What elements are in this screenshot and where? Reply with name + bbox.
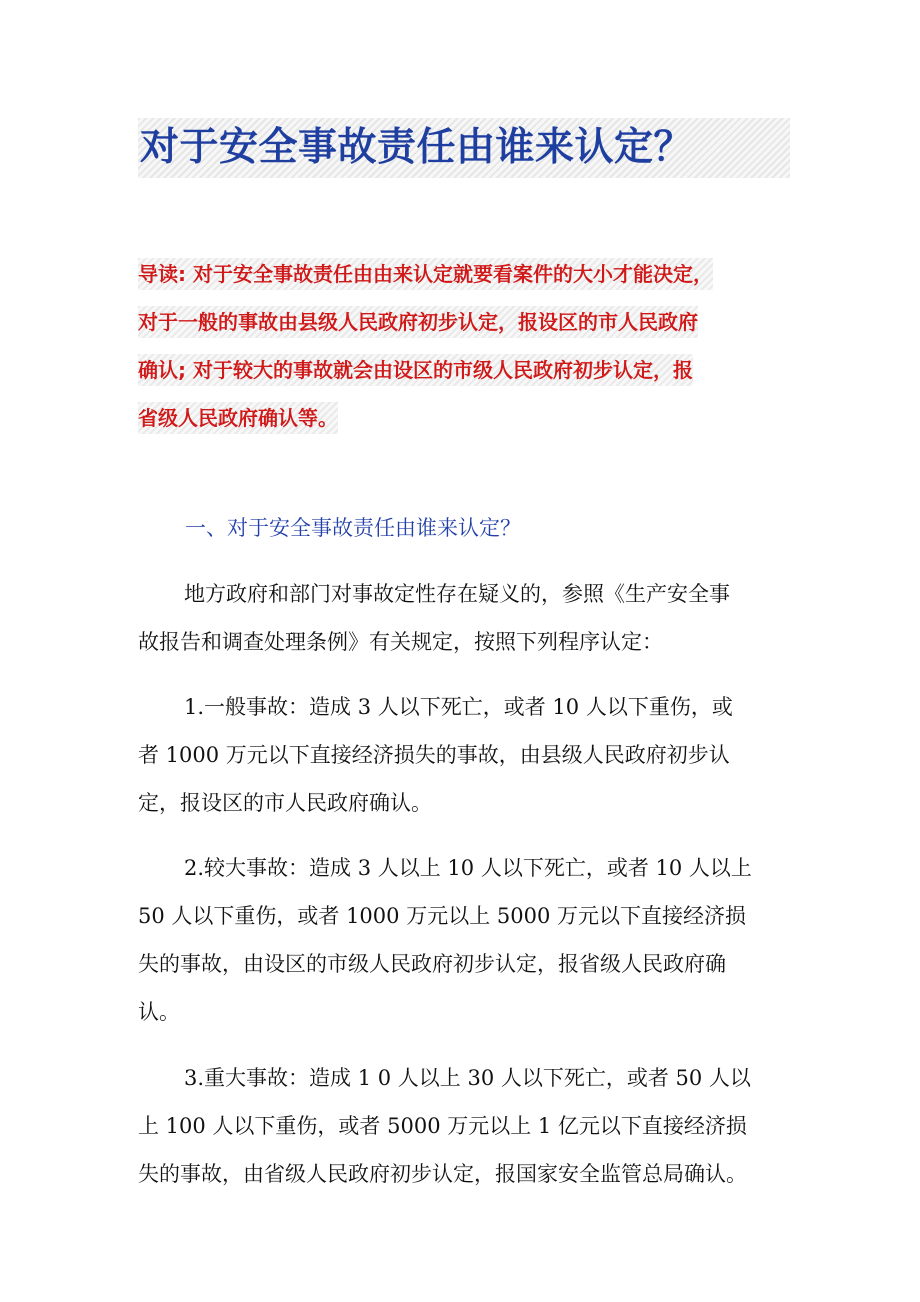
lead-line: 对于一般的事故由县级人民政府初步认定，报设区的市人民政府 — [138, 302, 798, 350]
paragraph-line: 失的事故，由省级人民政府初步认定，报国家安全监管总局确认。 — [138, 1162, 747, 1186]
paragraph-line: 认。 — [138, 1000, 180, 1024]
paragraph-line: 失的事故，由设区的市级人民政府初步认定，报省级人民政府确 — [138, 952, 726, 976]
paragraph-line: 2.较大事故：造成 3 人以上 10 人以下死亡，或者 10 人以上 — [184, 856, 752, 880]
paragraph-line: 3.重大事故：造成 1 0 人以上 30 人以下死亡，或者 50 人以 — [184, 1066, 751, 1090]
paragraph-line: 上 100 人以下重伤，或者 5000 万元以上 1 亿元以下直接经济损 — [138, 1114, 747, 1138]
lead-line: 确认; 对于较大的事故就会由设区的市级人民政府初步认定，报 — [138, 350, 798, 398]
paragraph-line: 50 人以下重伤，或者 1000 万元以上 5000 万元以下直接经济损 — [138, 904, 746, 928]
paragraph-line: 故报告和调查处理条例》有关规定，按照下列程序认定： — [138, 630, 663, 654]
section-heading: 一、对于安全事故责任由谁来认定？ — [185, 516, 521, 540]
lead-line: 导读: 对于安全事故责任由由来认定就要看案件的大小才能决定， — [138, 254, 798, 302]
paragraph-line: 地方政府和部门对事故定性存在疑义的，参照《生产安全事 — [184, 582, 730, 606]
paragraph-line: 者 1000 万元以下直接经济损失的事故，由县级人民政府初步认 — [138, 743, 730, 767]
paragraph-line: 1.一般事故：造成 3 人以下死亡，或者 10 人以下重伤，或 — [184, 695, 733, 719]
page-title: 对于安全事故责任由谁来认定？ — [140, 125, 694, 170]
paragraph-intro — [138, 570, 788, 666]
lead-summary — [138, 254, 798, 446]
paragraph-major-accident — [138, 1054, 788, 1198]
paragraph-line: 定，报设区的市人民政府确认。 — [138, 791, 432, 815]
lead-line: 省级人民政府确认等。 — [138, 398, 798, 446]
paragraph-larger-accident — [138, 844, 788, 1036]
paragraph-general-accident — [138, 683, 788, 827]
